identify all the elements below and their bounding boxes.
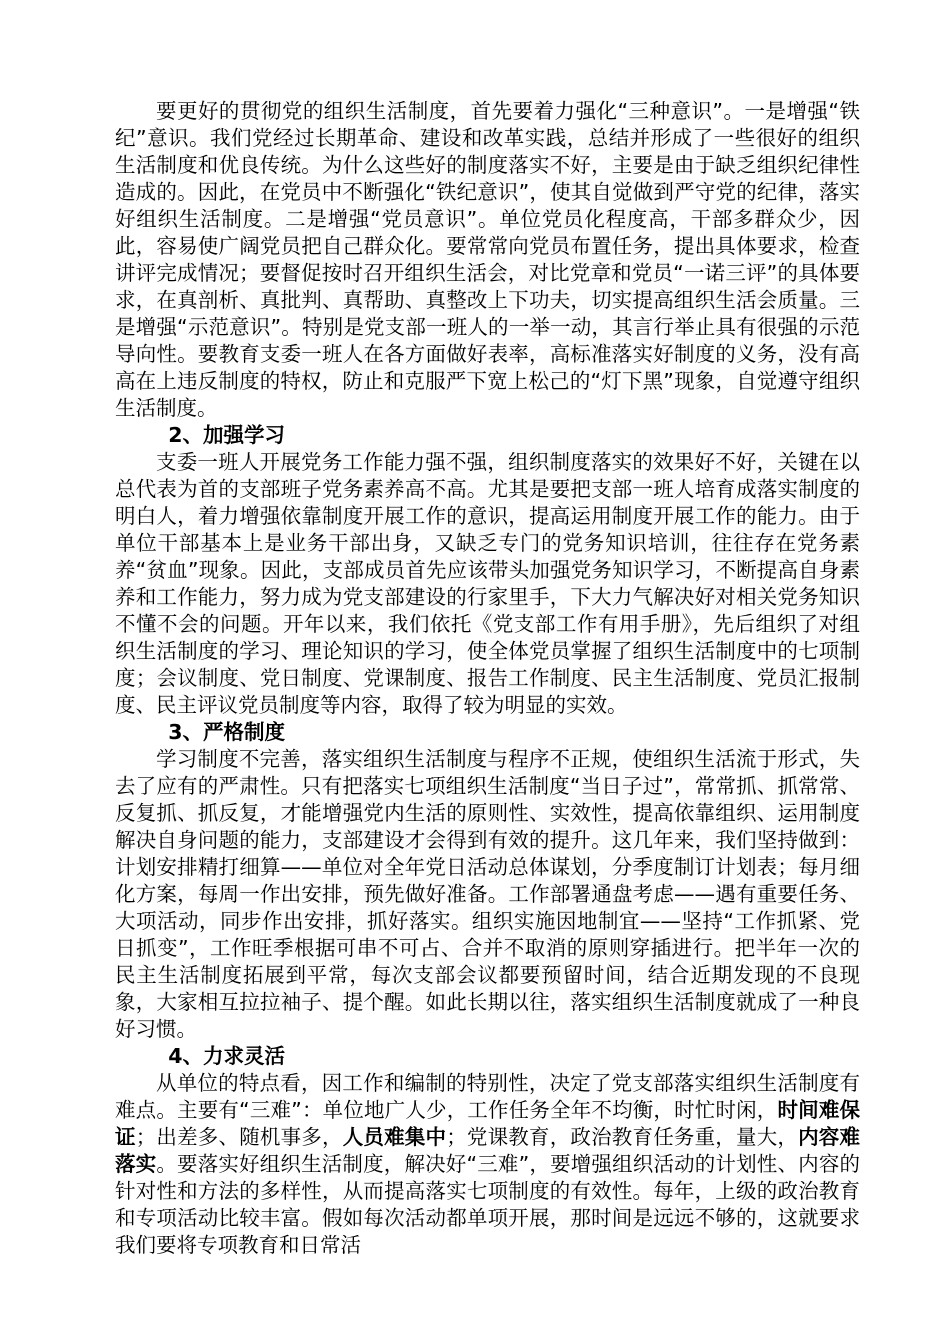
paragraph-strengthen-study: 支委一班人开展党务工作能力强不强，组织制度落实的效果好不好，关键在以总代表为首的支部班子党务素养高不高。尤其是要把支部一班人培育成落实制度的明白人，着力增强依靠制度开展工作的意识，提高运用制度开展工作的能力。由于单位干部基本上是业务干部出身，又缺乏专门的党务知识培训，往往存在党务素养“贫血”现象。因此，支部成员首先应该带头加强党务知识学习，不断提高自身素养和工作能力，努力成为党支部建设的行家里手，下大力气解决好对相关党务知识不懂不会的问题。开年以来，我们依托《党支部工作有用手册》，先后组织了对组织生活制度的学习、理论知识的学习，使全体党员掌握了组织生活制度中的七项制度；会议制度、党日制度、党课制度、报告工作制度、民主生活制度、党员汇报制度、民主评议党员制度等内容，取得了较为明显的实效。 bbox=[115, 450, 860, 717]
heading-be-flexible: 4、力求灵活 bbox=[168, 1044, 286, 1068]
paragraph-three-awareness: 要更好的贯彻党的组织生活制度，首先要着力强化“三种意识”。一是增强“铁纪”意识。我们党经过长期革命、建设和改革实践，总结并形成了一些很好的组织生活制度和优良传统。为什么这些好的制度落实不好，主要是由于缺乏组织纪律性造成的。因此，在党员中不断强化“铁纪意识”，使其自觉做到严守党的纪律，落实好组织生活制度。二是增强“党员意识”。单位党员化程度高，干部多群众少，因此，容易使广阔党员把自己群众化。要常常向党员布置任务，提出具体要求，检查讲评完成情况；要督促按时召开组织生活会，对比党章和党员“一诺三评”的具体要求，在真剖析、真批判、真帮助、真整改上下功夫，切实提高组织生活会质量。三是增强“示范意识”。特别是党支部一班人的一举一动，其言行举止具有很强的示范导向性。要教育支委一班人在各方面做好表率，高标准落实好制度的义务，没有高高在上违反制度的特权，防止和克服严下宽上松己的“灯下黑”现象，自觉遵守组织生活制度。 bbox=[115, 99, 860, 420]
bold-phrase-content: 内容难落实 bbox=[115, 1125, 861, 1176]
bold-phrase-time: 时间难保证 bbox=[115, 1098, 860, 1149]
paragraph-strict-system: 学习制度不完善，落实组织生活制度与程序不正规，使组织生活流于形式，失去了应有的严肃性。只有把落实七项组织生活制度“当日子过”，常常抓、抓常常、反复抓、抓反复，才能增强党内生活的原则性、实效性，提高依靠组织、运用制度解决自身问题的能力，支部建设才会得到有效的提升。这几年来，我们坚持做到：计划安排精打细算——单位对全年党日活动总体谋划，分季度制订计划表；每月细化方案，每周一作出安排，预先做好准备。工作部署通盘考虑——遇有重要任务、大项活动，同步作出安排，抓好落实。组织实施因地制宜——坚持“工作抓紧、党日抓变”，工作旺季根据可串不可占、合并不取消的原则穿插进行。把半年一次的民主生活制度拓展到平常，每次支部会议都要预留时间，结合近期发现的不良现象，大家相互拉拉袖子、提个醒。如此长期以往，落实组织生活制度就成了一种良好习惯。 bbox=[115, 747, 860, 1041]
text-run: 从单位的特点看，因工作和编制的特别性，决定了党支部落实组织生活制度有难点。主要有“三难”：单位地广人少，工作任务全年不均衡，时忙时闲， bbox=[115, 1071, 860, 1122]
bold-phrase-people: 人员难集中 bbox=[342, 1125, 447, 1149]
heading-strict-system: 3、严格制度 bbox=[168, 720, 286, 744]
text-run: 。要落实好组织生活制度，解决好“三难”，要增强组织活动的计划性、内容的针对性和方法的多样性，从而提高落实七项制度的有效性。每年，上级的政治教育和专项活动比较丰富。假如每次活动都单项开展，那时间是远远不够的，这就要求我们要将专项教育和日常活 bbox=[115, 1152, 861, 1257]
paragraph-be-flexible bbox=[115, 1070, 860, 1259]
text-run: ；党课教育，政治教育任务重，量大， bbox=[446, 1125, 799, 1149]
heading-strengthen-study: 2、加强学习 bbox=[168, 423, 286, 447]
text-run: ；出差多、随机事多， bbox=[135, 1125, 343, 1149]
